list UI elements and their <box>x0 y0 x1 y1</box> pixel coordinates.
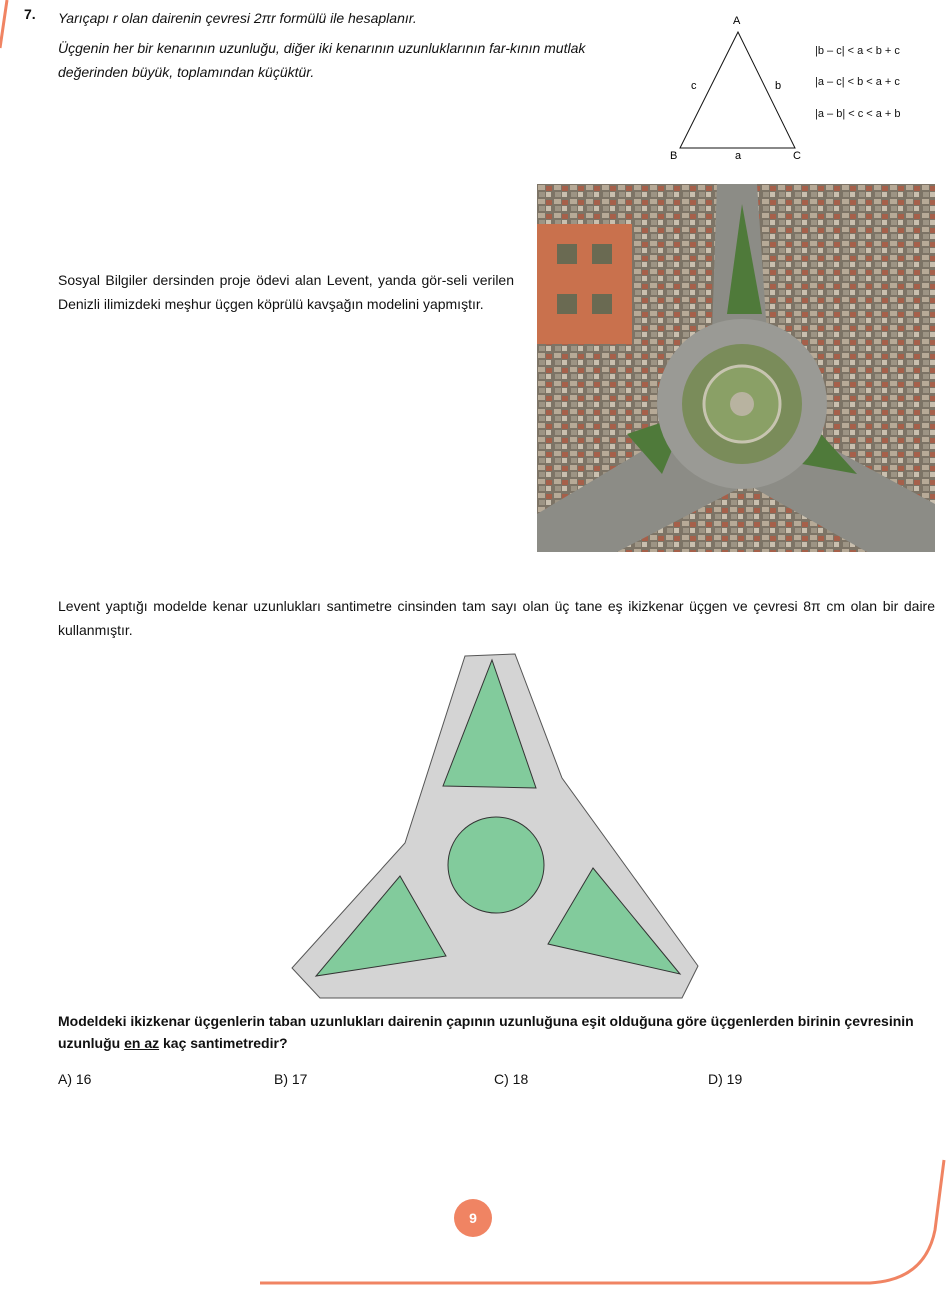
side-c-label: c <box>691 80 697 92</box>
inequality-c: |a – b| < c < a + b <box>815 108 901 120</box>
prompt-text-start: Modeldeki ikizkenar üçgenlerin taban uzunlukları dairenin çapının uzunluğuna eşit olduğuna göre üçgenlerden birinin çevresinin uzunluğu <box>58 1013 914 1051</box>
page-number-badge: 9 <box>454 1199 492 1237</box>
story-paragraph: Sosyal Bilgiler dersinden proje ödevi alan Levent, yanda gör-seli verilen Denizli ilimizdeki meşhur üçgen köprülü kavşağın modelini yapmıştır. <box>58 272 514 312</box>
side-b-label: b <box>775 80 782 92</box>
prompt-text-end: kaç santimetredir? <box>159 1035 288 1051</box>
circle-formula-info: Yarıçapı r olan dairenin çevresi 2πr formülü ile hesaplanır. <box>58 10 417 26</box>
option-a[interactable]: A) 16 <box>58 1071 92 1087</box>
vertex-b-label: B <box>670 150 678 162</box>
aerial-photo <box>537 184 935 552</box>
side-a-label: a <box>735 150 742 162</box>
triangle-inequality-info: Üçgenin her bir kenarının uzunluğu, diğer iki kenarının uzunluklarının far-kının mutlak değerinden büyük, toplamından küçüktür. <box>58 40 586 80</box>
vertex-c-label: C <box>793 150 801 162</box>
model-description: Levent yaptığı modelde kenar uzunlukları santimetre cinsinden tam sayı olan üç tane eş ikizkenar üçgen ve çevresi 8π cm olan bir daire kullanmıştır. <box>58 598 936 638</box>
option-b[interactable]: B) 17 <box>274 1071 308 1087</box>
triangle-figure <box>660 10 940 170</box>
vertex-a-label: A <box>733 15 741 27</box>
inequality-a: |b – c| < a < b + c <box>815 45 900 57</box>
question-number: 7. <box>24 6 36 22</box>
option-d[interactable]: D) 19 <box>708 1071 743 1087</box>
prompt-emphasis: en az <box>124 1035 160 1051</box>
option-c[interactable]: C) 18 <box>494 1071 529 1087</box>
question-prompt <box>58 1010 935 1054</box>
center-circle <box>448 817 544 913</box>
model-figure <box>280 648 710 1004</box>
inequality-b: |a – c| < b < a + c <box>815 76 900 88</box>
